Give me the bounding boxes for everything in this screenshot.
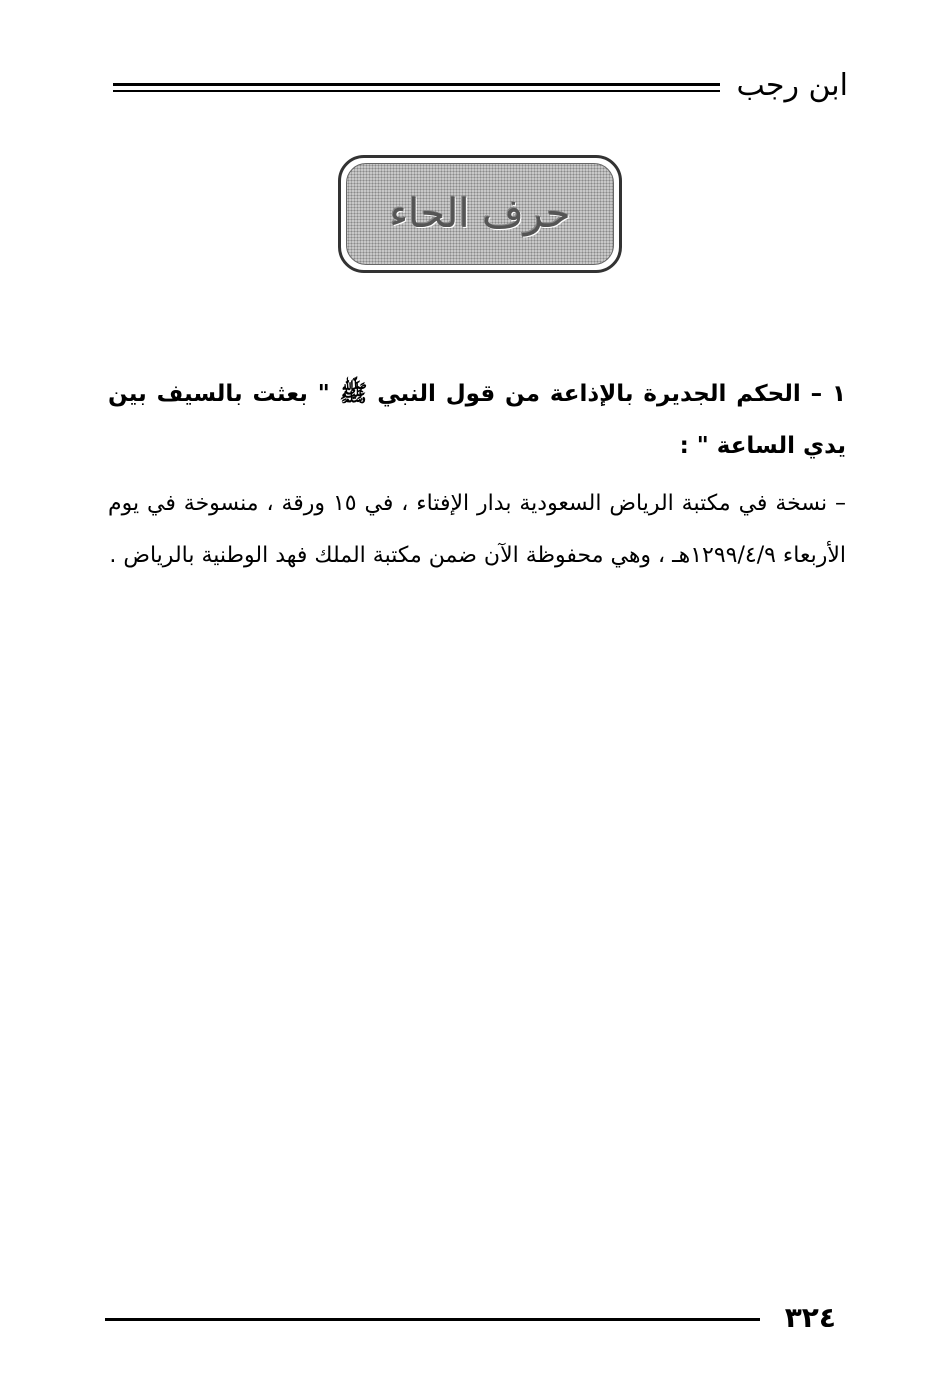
running-header-title: ابن رجب (736, 68, 848, 103)
footer-rule (105, 1318, 760, 1321)
header-rule-thin (113, 90, 720, 92)
page-number: ٣٢٤ (784, 1301, 836, 1334)
section-title-panel (346, 163, 614, 265)
entry-list (108, 368, 846, 582)
section-title: حرف الحاء (389, 191, 571, 237)
entry-heading: ١ – الحكم الجديرة بالإذاعة من قول النبي ﷺ " بعثت بالسيف بين يدي الساعة " : (108, 381, 846, 459)
header-rule (113, 83, 720, 86)
entry-item (108, 368, 846, 582)
entry-body: – نسخة في مكتبة الرياض السعودية بدار الإفتاء ، في ١٥ ورقة ، منسوخة في يوم الأربعاء ١٢٩٩/٤/٩هـ ، وهي محفوظة الآن ضمن مكتبة الملك فهد الوطنية بالرياض . (108, 491, 846, 568)
section-title-box (338, 155, 622, 273)
